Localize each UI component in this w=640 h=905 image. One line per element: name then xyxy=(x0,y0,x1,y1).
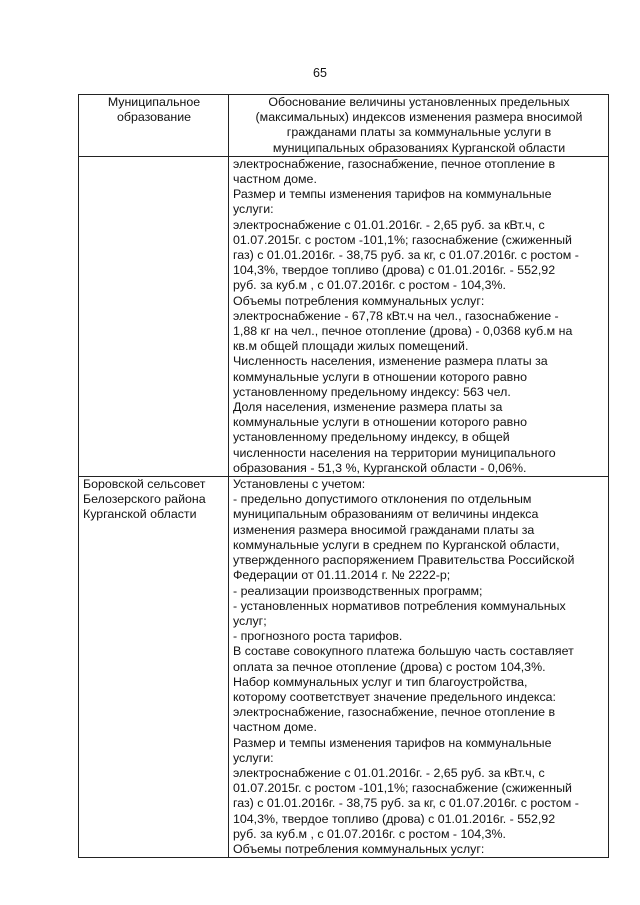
header-municipality-line: образование xyxy=(116,110,192,125)
text-line: Федерации от 01.11.2014 г. № 2222-р; xyxy=(233,568,451,583)
text-line: электроснабжение с 01.01.2016г. - 2,65 руб. за кВт.ч, с xyxy=(233,765,545,780)
text-line: руб. за куб.м , с 01.07.2016г. с ростом - 104,3%. xyxy=(233,826,506,841)
text-line: Численность населения, изменение размера платы за xyxy=(233,354,548,369)
text-line: электроснабжение - 67,78 кВт.ч на чел., газоснабжение - xyxy=(233,308,559,323)
text-line: установленному предельному индексу: 563 чел. xyxy=(233,384,511,399)
text-line: Набор коммунальных услуг и тип благоустройства, xyxy=(233,674,528,689)
page-number: 65 xyxy=(313,66,327,80)
text-line: 01.07.2015г. с ростом -101,1%; газоснабжение (сжиженный xyxy=(233,781,572,796)
text-line: Установлены с учетом: xyxy=(233,477,366,492)
text-line: Размер и темпы изменения тарифов на коммунальные xyxy=(233,735,552,750)
text-line: 104,3%, твердое топливо (дрова) с 01.01.2016г. - 552,92 xyxy=(233,811,556,826)
text-line: электроснабжение, газоснабжение, печное отопление в xyxy=(233,705,556,720)
text-line: - установленных нормативов потребления коммунальных xyxy=(233,598,566,613)
text-line: Объемы потребления коммунальных услуг: xyxy=(233,293,485,308)
header-municipality-line: Муниципальное xyxy=(107,95,201,109)
municipality-cell xyxy=(79,156,229,476)
text-line: - реализации производственных программ; xyxy=(233,583,483,598)
table-header-row xyxy=(79,95,609,157)
text-line: услуги: xyxy=(233,750,274,765)
table-row xyxy=(79,156,609,476)
header-justification-cell xyxy=(229,95,609,157)
text-line: 104,3%, твердое топливо (дрова) с 01.01.2016г. - 552,92 xyxy=(233,263,556,278)
text-line: кв.м общей площади жилых помещений. xyxy=(233,339,469,354)
text-line: численности населения на территории муниципального xyxy=(233,445,556,460)
text-line: услуги: xyxy=(233,202,274,217)
text-line: коммунальные услуги в среднем по Курганской области, xyxy=(233,537,560,552)
header-municipality-cell xyxy=(79,95,229,157)
text-line: которому соответствует значение предельного индекса: xyxy=(233,689,556,704)
text-line: электроснабжение с 01.01.2016г. - 2,65 руб. за кВт.ч, с xyxy=(233,217,545,232)
text-line: установленному предельному индексу, в общей xyxy=(233,430,510,445)
header-justification-line: (максимальных) индексов изменения размера вносимой xyxy=(255,110,583,125)
text-line: газ) с 01.01.2016г. - 38,75 руб. за кг, с 01.07.2016г. с ростом - xyxy=(233,248,579,263)
text-line: В составе совокупного платежа большую часть составляет xyxy=(233,644,574,659)
justification-cell xyxy=(229,156,609,476)
municipality-name-line: Белозерского района xyxy=(83,492,206,507)
text-line: частном доме. xyxy=(233,720,317,735)
tariff-justification-table xyxy=(78,94,609,858)
text-line: руб. за куб.м , с 01.07.2016г. с ростом - 104,3%. xyxy=(233,278,506,293)
text-line: коммунальные услуги в отношении которого равно xyxy=(233,369,527,384)
text-line: частном доме. xyxy=(233,172,317,187)
justification-cell xyxy=(229,477,609,858)
text-line: Объемы потребления коммунальных услуг: xyxy=(233,841,485,856)
text-line: Доля населения, изменение размера платы за xyxy=(233,400,503,415)
text-line: Размер и темпы изменения тарифов на коммунальные xyxy=(233,187,552,202)
text-line: утвержденного распоряжением Правительства Российской xyxy=(233,553,575,568)
text-line: услуг; xyxy=(233,613,267,628)
header-justification-line: гражданами платы за коммунальные услуги в xyxy=(286,125,552,140)
table-row xyxy=(79,477,609,858)
text-line: оплата за печное отопление (дрова) с ростом 104,3%. xyxy=(233,659,546,674)
text-line: изменения размера вносимой гражданами платы за xyxy=(233,522,535,537)
text-line: 1,88 кг на чел., печное отопление (дрова) - 0,0368 куб.м на xyxy=(233,324,573,339)
municipality-name-line: Курганской области xyxy=(83,507,197,522)
text-line: электроснабжение, газоснабжение, печное отопление в xyxy=(233,156,556,171)
header-justification-line: Обоснование величины установленных предельных xyxy=(268,95,570,109)
text-line: - прогнозного роста тарифов. xyxy=(233,629,403,644)
text-line: - предельно допустимого отклонения по отдельным xyxy=(233,492,532,507)
text-line: газ) с 01.01.2016г. - 38,75 руб. за кг, с 01.07.2016г. с ростом - xyxy=(233,796,579,811)
text-line: муниципальным образованиям от величины индекса xyxy=(233,507,539,522)
text-line: коммунальные услуги в отношении которого равно xyxy=(233,415,527,430)
text-line: образования - 51,3 %, Курганской области - 0,06%. xyxy=(233,460,527,475)
text-line: 01.07.2015г. с ростом -101,1%; газоснабжение (сжиженный xyxy=(233,232,572,247)
municipality-cell xyxy=(79,477,229,858)
municipality-name-line: Боровской сельсовет xyxy=(83,477,206,492)
header-justification-line: муниципальных образованиях Курганской области xyxy=(272,140,566,155)
